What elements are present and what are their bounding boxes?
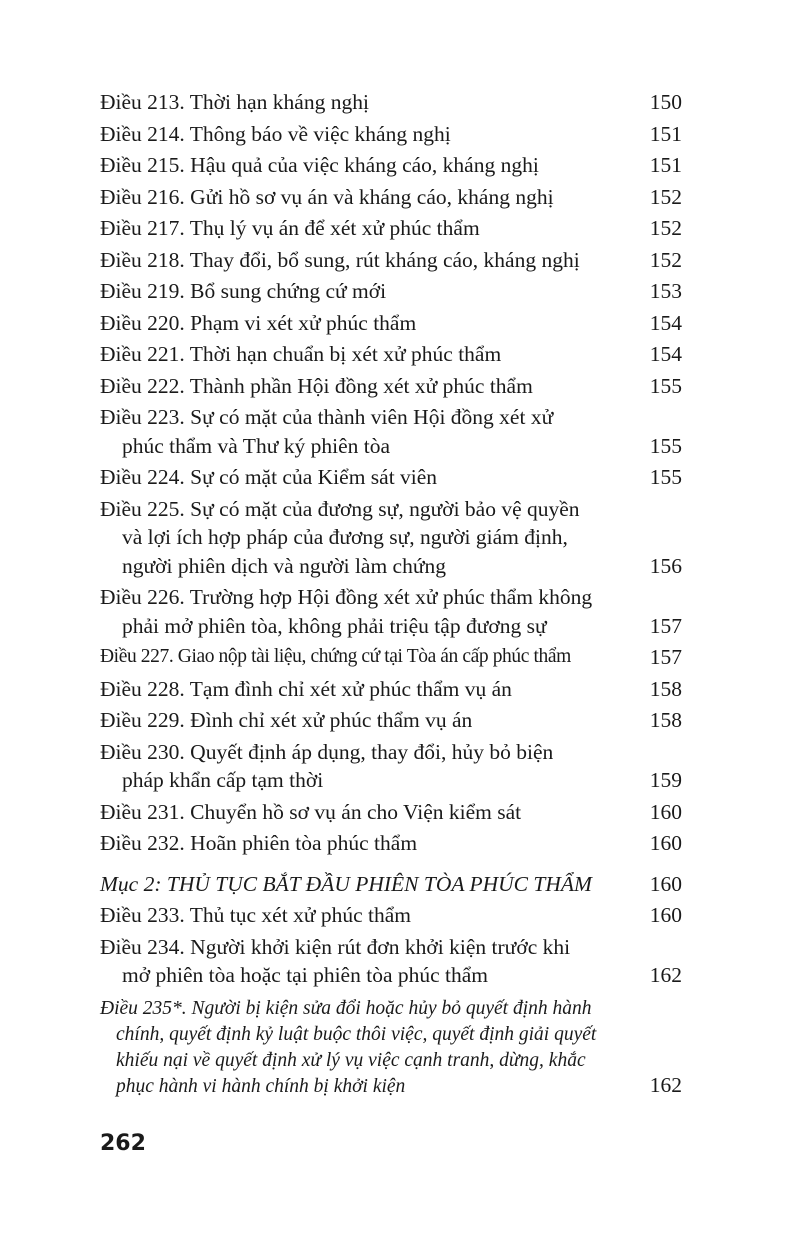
toc-entry-page: 155 <box>649 373 682 398</box>
toc-entry-page: 152 <box>649 216 682 240</box>
toc-entry-page: 159 <box>649 768 682 792</box>
toc-entry-title: Điều 213. Thời hạn kháng nghị <box>100 90 369 114</box>
toc-entry-page: 152 <box>649 184 682 209</box>
toc-entry-page: 151 <box>649 121 682 146</box>
toc-entry-title: Điều 219. Bổ sung chứng cứ mới <box>100 279 387 303</box>
toc-entry-page: 160 <box>649 903 682 927</box>
toc-entry-page: 158 <box>649 708 682 732</box>
toc-entry-page: 152 <box>649 247 682 272</box>
toc-entry <box>100 495 682 581</box>
toc-entry-title: Điều 232. Hoãn phiên tòa phúc thẩm <box>100 831 418 855</box>
toc-entry-page: 155 <box>649 465 682 489</box>
toc-entry <box>100 151 682 180</box>
toc-entry-page: 153 <box>649 279 682 303</box>
toc-entry-title: Điều 228. Tạm đình chỉ xét xử phúc thẩm vụ án <box>100 676 512 701</box>
toc-entry <box>100 372 682 401</box>
toc-entry-page: 160 <box>649 799 682 824</box>
toc-entry-page: 154 <box>649 342 682 366</box>
toc-entry <box>100 829 682 858</box>
toc-entry <box>100 798 682 827</box>
table-of-contents <box>100 88 682 1103</box>
toc-entry <box>100 996 682 1100</box>
toc-entry <box>100 463 682 492</box>
toc-entry <box>100 277 682 306</box>
toc-entry-title: Điều 214. Thông báo về việc kháng nghị <box>100 121 451 146</box>
toc-entry <box>100 643 682 672</box>
toc-entry-title: Điều 216. Gửi hồ sơ vụ án và kháng cáo, kháng nghị <box>100 184 554 209</box>
toc-entry-title: Điều 235*. Người bị kiện sửa đổi hoặc hủy bỏ quyết định hành chính, quyết định kỷ luật buộc thôi việc, quyết định giải quyết khiếu nại về quyết định xử lý vụ việc cạnh tranh, dừng, khắc phục hành vi hành chính bị khởi kiện <box>100 997 597 1097</box>
toc-entry-page: 157 <box>649 613 682 638</box>
toc-entry-title: Điều 234. Người khởi kiện rút đơn khởi kiện trước khi mở phiên tòa hoặc tại phiên tòa phúc thẩm <box>100 934 571 987</box>
toc-entry-title: Điều 225. Sự có mặt của đương sự, người bảo vệ quyền và lợi ích hợp pháp của đương sự, người giám định, người phiên dịch và người làm chứng <box>100 496 580 578</box>
toc-entry-page: 154 <box>649 310 682 335</box>
toc-entry-page: 156 <box>649 553 682 578</box>
toc-entry <box>100 583 682 640</box>
toc-entry-title: Điều 220. Phạm vi xét xử phúc thẩm <box>100 310 417 335</box>
toc-entry-page: 162 <box>649 963 682 987</box>
toc-entry-title: Điều 221. Thời hạn chuẩn bị xét xử phúc thẩm <box>100 342 502 366</box>
toc-entry-page: 155 <box>649 433 682 458</box>
toc-entry-page: 150 <box>649 90 682 114</box>
toc-entry-page: 151 <box>649 153 682 177</box>
toc-entry-page: 160 <box>649 871 682 896</box>
toc-entry <box>100 403 682 460</box>
toc-entry-title: Mục 2: THỦ TỤC BẮT ĐẦU PHIÊN TÒA PHÚC THẨM <box>100 871 592 896</box>
toc-entry-title: Điều 233. Thủ tục xét xử phúc thẩm <box>100 903 412 927</box>
toc-entry-title: Điều 222. Thành phần Hội đồng xét xử phúc thẩm <box>100 373 533 398</box>
toc-entry <box>100 675 682 704</box>
page-number: 262 <box>100 1131 146 1156</box>
toc-entry <box>100 340 682 369</box>
toc-entry-page: 160 <box>649 831 682 855</box>
toc-entry-title: Điều 226. Trường hợp Hội đồng xét xử phúc thẩm không phải mở phiên tòa, không phải triệu tập đương sự <box>100 585 593 638</box>
toc-entry <box>100 183 682 212</box>
toc-entry <box>100 706 682 735</box>
toc-entry-title: Điều 217. Thụ lý vụ án để xét xử phúc thẩm <box>100 216 480 240</box>
toc-entry-title: Điều 224. Sự có mặt của Kiểm sát viên <box>100 465 438 489</box>
toc-entry <box>100 901 682 930</box>
toc-entry <box>100 933 682 990</box>
toc-entry-title: Điều 227. Giao nộp tài liệu, chứng cứ tại Tòa án cấp phúc thẩm <box>100 646 571 667</box>
toc-entry <box>100 120 682 149</box>
toc-entry-title: Điều 230. Quyết định áp dụng, thay đổi, hủy bỏ biện pháp khẩn cấp tạm thời <box>100 739 554 792</box>
toc-entry-page: 158 <box>649 676 682 701</box>
toc-entry-title: Điều 229. Đình chỉ xét xử phúc thẩm vụ án <box>100 708 473 732</box>
toc-entry-page: 162 <box>649 1073 682 1097</box>
toc-entry <box>100 309 682 338</box>
toc-entry-title: Điều 218. Thay đổi, bổ sung, rút kháng cáo, kháng nghị <box>100 247 580 272</box>
toc-entry <box>100 738 682 795</box>
toc-section-heading <box>100 870 682 899</box>
toc-entry <box>100 88 682 117</box>
toc-entry-page: 157 <box>649 645 682 669</box>
toc-entry <box>100 214 682 243</box>
toc-entry <box>100 246 682 275</box>
toc-entry-title: Điều 231. Chuyển hồ sơ vụ án cho Viện kiểm sát <box>100 799 522 824</box>
toc-entry-title: Điều 215. Hậu quả của việc kháng cáo, kháng nghị <box>100 153 539 177</box>
toc-entry-title: Điều 223. Sự có mặt của thành viên Hội đồng xét xử phúc thẩm và Thư ký phiên tòa <box>100 405 554 458</box>
